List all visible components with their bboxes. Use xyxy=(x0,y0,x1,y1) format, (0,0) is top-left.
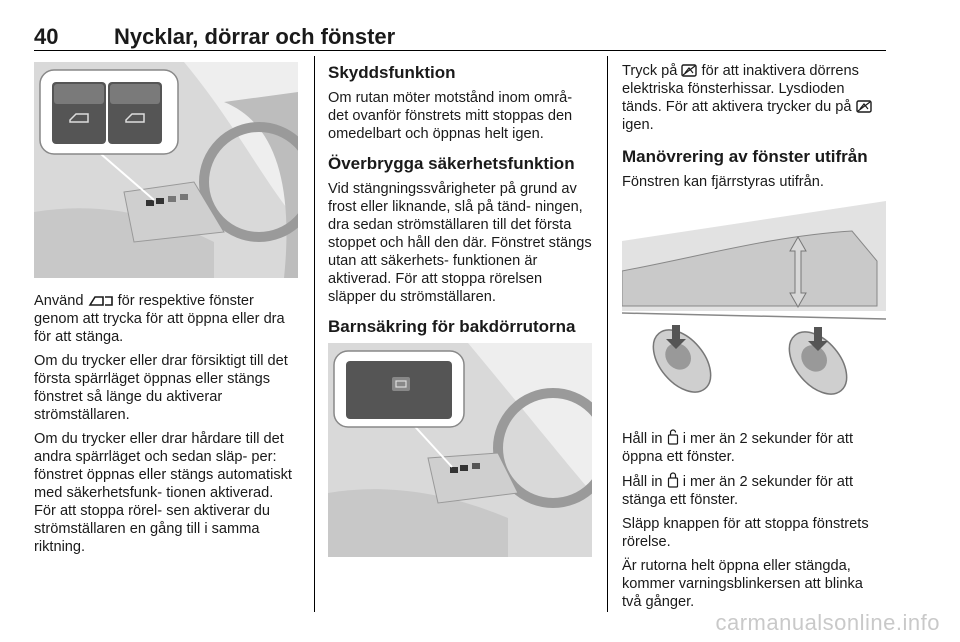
text: för att inaktivera dörrens elektriska fönsterhissar. Lysdioden tänds. För att aktivera trycker du på xyxy=(622,63,859,115)
column-divider xyxy=(314,56,315,612)
heading-overbrygga: Överbrygga säkerhetsfunktion xyxy=(328,154,575,173)
paragraph-release-button: Släpp knappen för att stoppa fönstrets rörelse. xyxy=(622,516,869,550)
text: igen. xyxy=(622,117,654,133)
column-1 xyxy=(34,62,298,562)
key-lock-icon xyxy=(667,472,679,488)
heading-manovrering: Manövrering av fönster utifrån xyxy=(622,147,868,166)
page-number: 40 xyxy=(34,24,59,49)
text: i mer än 2 sekunder för att stänga ett fönster. xyxy=(622,474,854,508)
chapter-title: Nycklar, dörrar och fönster xyxy=(114,24,396,49)
paragraph-first-detent: Om du trycker eller drar försiktigt till det första spärrläget öppnas eller stängs fönstret så länge du aktiverar strömställaren. xyxy=(34,353,288,423)
text: i mer än 2 sekunder för att öppna ett fönster. xyxy=(622,431,854,465)
text: Håll in xyxy=(622,431,663,447)
text: Använd xyxy=(34,293,84,309)
door-switch-illustration xyxy=(34,62,298,278)
paragraph-open-window xyxy=(622,429,886,466)
window-switch-icon xyxy=(88,293,114,307)
paragraph-overbrygga: Vid stängningssvårigheter på grund av frost eller liknande, slå på tänd‐ ningen, dra sedan strömställaren till det första stoppet och håll den där. Fönstret stängs utan att säkerhets‐ funktionen är aktiverad. För att stoppa rörelsen släpper du strömställaren. xyxy=(328,181,592,305)
paragraph-skyddsfunktion: Om rutan möter motstånd inom områ‐ det ovanför fönstrets mitt stoppas den omedelbart och öppnas helt igen. xyxy=(328,90,573,142)
text: för respektive fönster genom att trycka för att öppna eller dra för att stänga. xyxy=(34,293,285,345)
paragraph-fjarrstyrning: Fönstren kan fjärrstyras utifrån. xyxy=(622,174,824,190)
paragraph-hazard-blink: Är rutorna helt öppna eller stängda, kommer varningsblinkersen att blinka två gånger. xyxy=(622,558,863,610)
watermark: carmanualsonline.info xyxy=(715,610,940,635)
text: Håll in xyxy=(622,474,663,490)
child-lock-icon xyxy=(856,99,872,113)
paragraph-use-switch xyxy=(34,292,298,346)
page-header xyxy=(34,24,886,51)
key-unlock-icon xyxy=(667,429,679,445)
remote-window-illustration xyxy=(622,201,886,413)
child-lock-icon xyxy=(681,63,697,77)
heading-skyddsfunktion: Skyddsfunktion xyxy=(328,63,456,82)
column-divider xyxy=(607,56,608,612)
heading-barnsakring: Barnsäkring för bakdörrutorna xyxy=(328,317,576,336)
paragraph-close-window xyxy=(622,472,886,509)
text: Tryck på xyxy=(622,63,678,79)
paragraph-child-lock xyxy=(622,62,886,134)
column-2 xyxy=(328,62,592,557)
column-3 xyxy=(622,62,886,617)
paragraph-second-detent: Om du trycker eller drar hårdare till det andra spärrläget och sedan släp‐ per: fönstret öppnas eller stängs automatiskt med säkerhetsfunk‐ tionen aktiverad. För att stoppa rörel‐ sen aktiverar du strömställaren en gång till i samma riktning. xyxy=(34,431,292,555)
child-lock-illustration xyxy=(328,343,592,557)
